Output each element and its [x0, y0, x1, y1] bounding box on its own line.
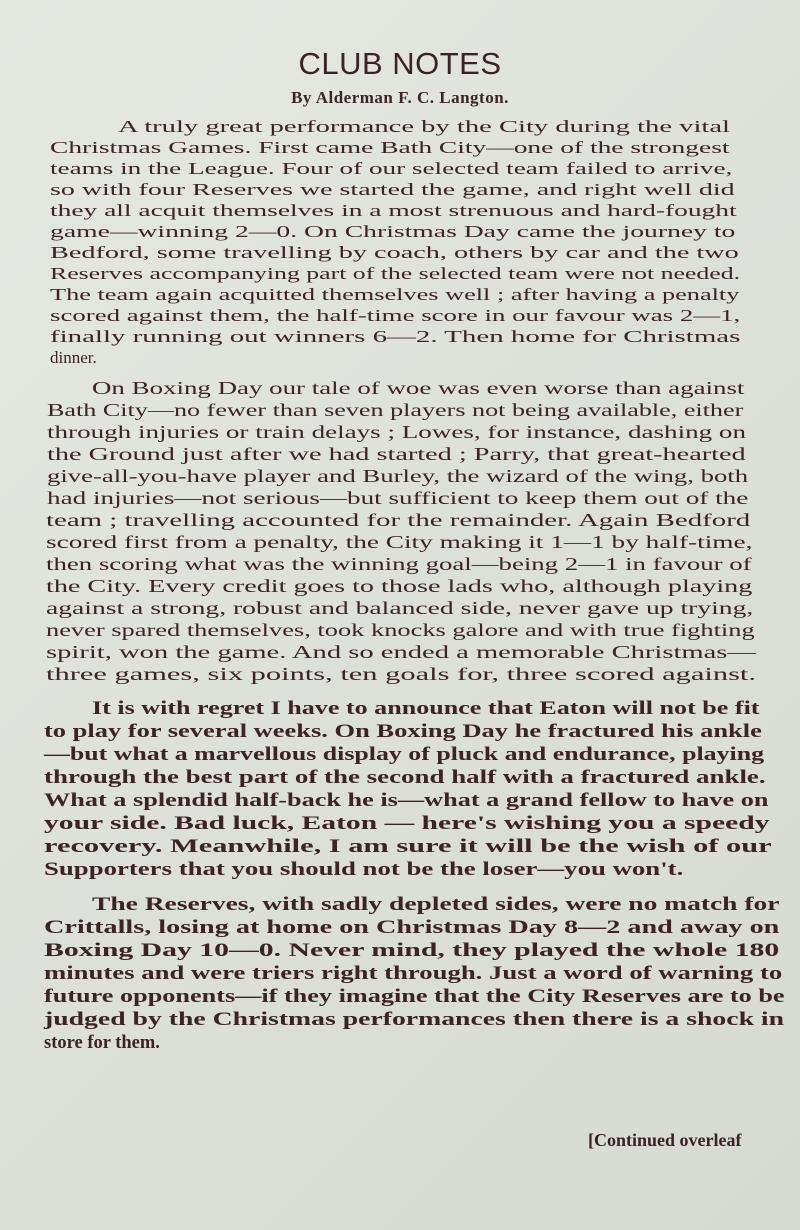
text-line: Bedford, some travelling by coach, others by car and the two	[50, 243, 739, 262]
text-line: —but what a marvellous display of pluck and endurance, playing	[44, 745, 765, 765]
text-line: so with four Reserves we started the game, and right well did	[50, 180, 735, 199]
text-line: the Ground just after we had started ; Parry, that great-hearted	[47, 444, 746, 464]
text-line: give-all-you-have player and Burley, the wizard of the wing, both	[47, 466, 749, 486]
text-line: A truly great performance by the City during the vital	[118, 117, 730, 136]
text-line: dinner.	[50, 348, 97, 367]
text-line: The Reserves, with sadly depleted sides, were no match for	[92, 895, 780, 915]
text-line: minutes and were triers right through. Just a word of warning to	[44, 964, 783, 984]
text-line: Supporters that you should not be the loser—you won't.	[44, 860, 684, 880]
text-line: your side. Bad luck, Eaton — here's wishing you a speedy	[44, 814, 770, 834]
text-line: On Boxing Day our tale of woe was even worse than against	[92, 378, 745, 398]
text-line: through injuries or train delays ; Lowes, for instance, dashing on	[47, 422, 746, 442]
text-line: scored against them, the half-time score in our favour was 2—1,	[50, 306, 741, 325]
text-line: Crittalls, losing at home on Christmas Day 8—2 and away on	[44, 918, 780, 938]
text-line: spirit, won the game. And so ended a memorable Christmas—	[46, 642, 756, 662]
author-byline: By Alderman F. C. Langton.	[291, 88, 509, 107]
text-line: It is with regret I have to announce that Eaton will not be fit	[92, 699, 760, 719]
text-line: finally running out winners 6—2. Then home for Christmas	[50, 327, 741, 346]
text-line: through the best part of the second half with a fractured ankle.	[44, 768, 766, 788]
text-line: the City. Every credit goes to those lads who, although playing	[46, 576, 753, 596]
text-line: three games, six points, ten goals for, three scored against.	[46, 664, 757, 684]
text-line: scored first from a penalty, the City making it 1—1 by half-time,	[46, 532, 753, 552]
text-line: teams in the League. Four of our selected team failed to arrive,	[50, 159, 733, 178]
text-line: store for them.	[44, 1033, 160, 1053]
text-line: judged by the Christmas performances then there is a shock in	[44, 1010, 785, 1030]
text-line: had injuries—not serious—but sufficient to keep them out of the	[47, 488, 749, 508]
text-line: to play for several weeks. On Boxing Day he fractured his ankle	[44, 722, 762, 742]
text-line: recovery. Meanwhile, I am sure it will be the wish of our	[44, 837, 772, 857]
text-line: game—winning 2—0. On Christmas Day came the journey to	[50, 222, 736, 241]
text-line: Christmas Games. First came Bath City—one of the strongest	[50, 138, 730, 157]
text-line: they all acquit themselves in a most strenuous and hard-fought	[50, 201, 737, 220]
text-line: never spared themselves, took knocks galore and with true fighting	[46, 620, 755, 640]
text-line: The team again acquitted themselves well ; after having a penalty	[50, 285, 740, 304]
continued-overleaf-note: [Continued overleaf	[588, 1130, 742, 1150]
text-line: Reserves accompanying part of the selected team were not needed.	[50, 264, 741, 283]
text-line: Bath City—no fewer than seven players not being available, either	[47, 400, 744, 420]
page-title: CLUB NOTES	[298, 46, 502, 81]
text-line: Boxing Day 10—0. Never mind, they played the whole 180	[44, 941, 780, 961]
text-line: then scoring what was the winning goal—being 2—1 in favour of	[46, 554, 752, 574]
text-line: What a splendid half-back he is—what a grand fellow to have on	[44, 791, 769, 811]
text-line: team ; travelling accounted for the remainder. Again Bedford	[46, 510, 751, 530]
text-line: future opponents—if they imagine that the City Reserves are to be	[44, 987, 785, 1007]
text-line: against a strong, robust and balanced side, never gave up trying,	[46, 598, 754, 618]
